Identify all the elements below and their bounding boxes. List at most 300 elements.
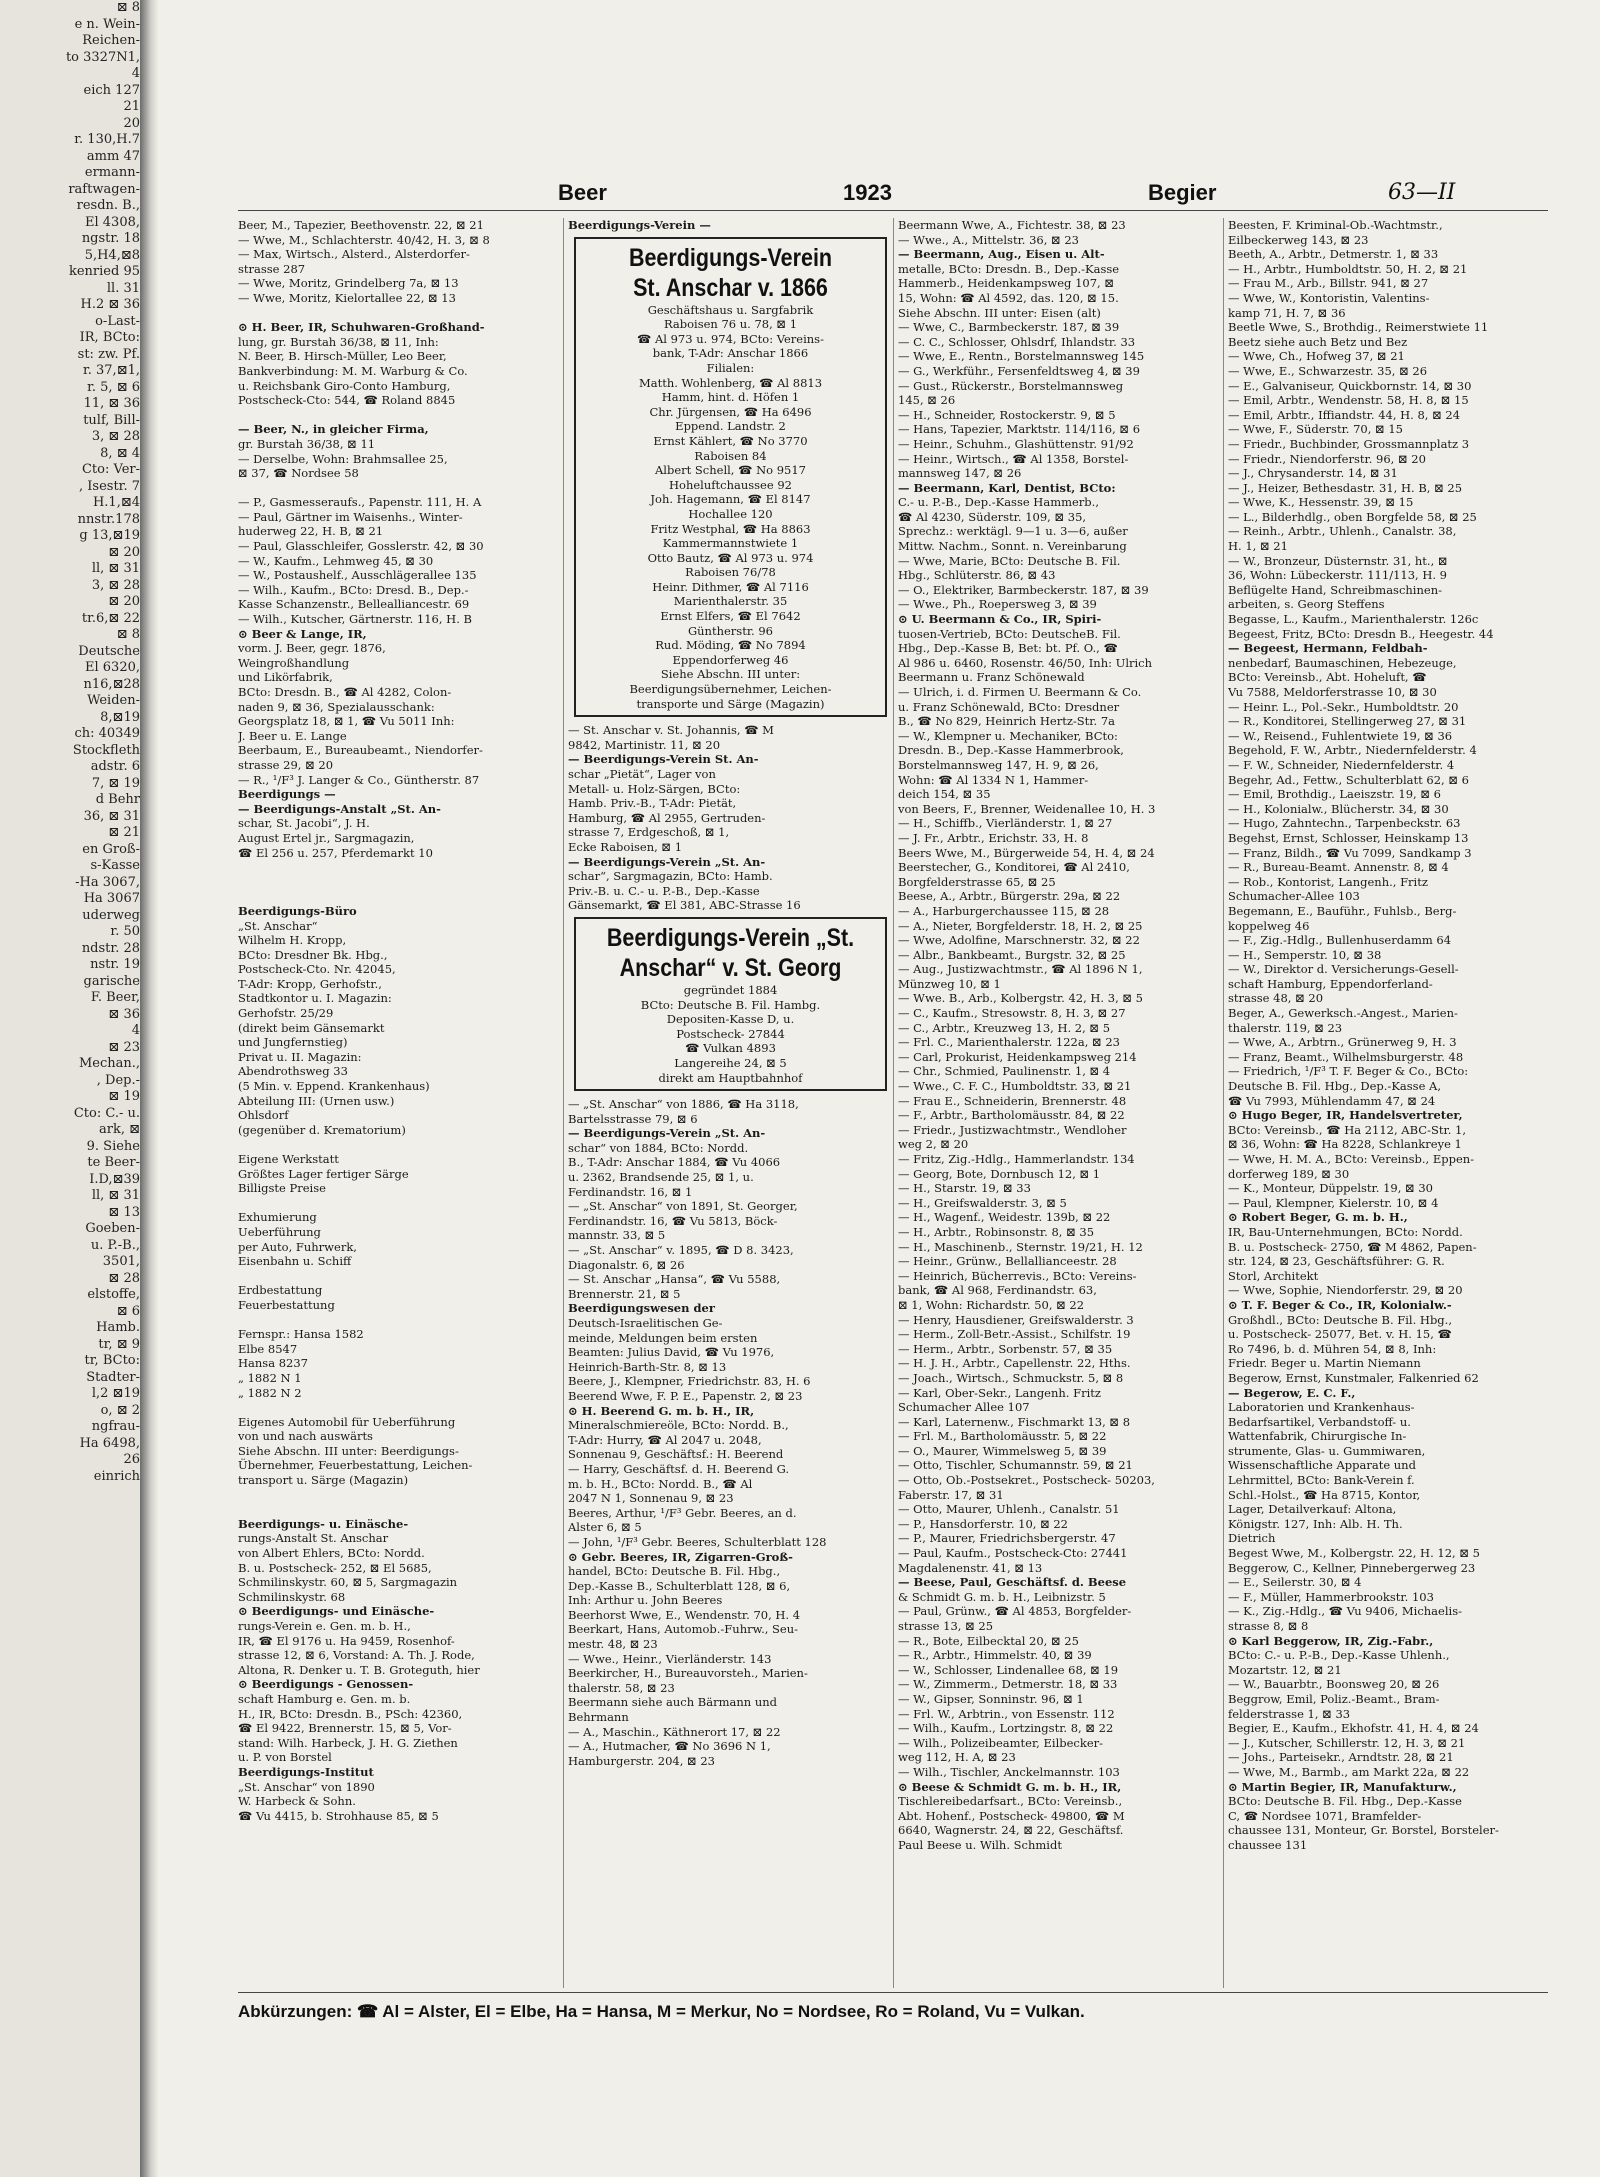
directory-line: Ferdinandstr. 16, ☎ Vu 5813, Böck-	[568, 1213, 778, 1228]
directory-line: ⊠ 21	[108, 825, 140, 840]
directory-line: Ro 7496, b. d. Mühren 54, ⊠ 8, Inh:	[1228, 1341, 1437, 1356]
header-rule	[238, 210, 1548, 211]
directory-line: nnstr.178	[77, 511, 140, 527]
directory-line: — Paul, Kaufm., Postscheck-Cto: 27441	[898, 1546, 1128, 1561]
directory-line: Abendrothsweg 33	[238, 1064, 348, 1079]
directory-line: 15, Wohn: ☎ Al 4592, das. 120, ⊠ 15.	[898, 290, 1119, 305]
directory-page	[158, 0, 1600, 2177]
directory-line: BCto: Vereinsb., Abt. Hoheluft, ☎	[1228, 670, 1427, 685]
directory-line: Langereihe 24, ⊠ 5	[674, 1055, 787, 1070]
directory-line: eich 127	[83, 82, 140, 98]
directory-line: „St. Anschar“ von 1890	[238, 1779, 375, 1794]
directory-line: Eisenbahn u. Schiff	[238, 1254, 352, 1269]
directory-line: — Wwe, E., Schwarzestr. 35, ⊠ 26	[1228, 363, 1428, 378]
directory-line: W. Harbeck & Sohn.	[238, 1794, 356, 1809]
directory-line: — R., ¹/F³ J. Langer & Co., Güntherstr. 87	[238, 772, 480, 787]
directory-line: — Heinr., Schuhm., Glashüttenstr. 91/92	[898, 436, 1134, 451]
directory-line: — O., Elektriker, Barmbeckerstr. 187, ⊠ 39	[898, 582, 1149, 597]
directory-line: „St. Anschar“	[238, 918, 318, 933]
directory-line: u. Postscheck- 25077, Bet. v. H. 15, ☎	[1228, 1327, 1452, 1342]
directory-line: Behrmann	[568, 1710, 629, 1725]
directory-line: — Wwe., Heinr., Vierländerstr. 143	[568, 1651, 772, 1666]
directory-line: — H., Schneider, Rostockerstr. 9, ⊠ 5	[898, 407, 1116, 422]
directory-line: strasse 48, ⊠ 20	[1228, 991, 1324, 1006]
directory-line: tulf, Bill-	[83, 412, 140, 428]
directory-line: Übernehmer, Feuerbestattung, Leichen-	[238, 1458, 473, 1473]
column-3	[898, 218, 1223, 1988]
directory-line: — L., Bilderhdlg., oben Borgfelde 58, ⊠ 25	[1228, 509, 1477, 524]
directory-line: 20	[123, 115, 140, 131]
page-number: 63—II	[1388, 180, 1456, 205]
directory-line: — Wilh., Kutscher, Gärtnerstr. 116, H. B	[238, 612, 472, 627]
directory-line: Al 986 u. 6460, Rosenstr. 46/50, Inh: Ulrich	[898, 655, 1153, 670]
directory-line: Kammermannstwiete 1	[662, 536, 799, 551]
directory-line: — Herm., Zoll-Betr.-Assist., Schilfstr. 19	[898, 1327, 1131, 1342]
directory-line: 4	[131, 1023, 140, 1038]
directory-line: Beetle Wwe, S., Brothdig., Reimerstwiete 11	[1228, 320, 1489, 335]
directory-line: per Auto, Fuhrwerk,	[238, 1239, 357, 1254]
directory-line: gr. Burstah 36/38, ⊠ 11	[238, 436, 376, 451]
directory-line: Lehrmittel, BCto: Bank-Verein f.	[1228, 1473, 1415, 1488]
directory-line: m. b. H., BCto: Nordd. B., ☎ Al	[568, 1476, 753, 1491]
directory-line: BCto: Dresdn. B., ☎ Al 4282, Colon-	[238, 685, 452, 699]
directory-line: Cto: Ver-	[81, 462, 140, 477]
directory-line: ☎ El 9422, Brennerstr. 15, ⊠ 5, Vor-	[238, 1721, 452, 1736]
directory-line: und Jungfernstieg)	[238, 1035, 348, 1050]
directory-line: — Paul, Grünw., ☎ Al 4853, Borgfelder-	[898, 1604, 1132, 1619]
directory-line: Mineralschmiereöle, BCto: Nordd. B.,	[568, 1418, 789, 1433]
advert-title: St. Anschar v. 1866	[633, 273, 828, 302]
directory-line: Hbg., Schlüterstr. 86, ⊠ 43	[898, 568, 1056, 583]
directory-line: -Ha 3067,	[75, 874, 140, 890]
directory-line: BCto: Vereinsb., ☎ Ha 2112, ABC-Str. 1,	[1228, 1122, 1466, 1137]
directory-line: — Wwe, Moritz, Grindelberg 7a, ⊠ 13	[238, 276, 459, 291]
directory-line: Raboisen 76/78	[685, 565, 776, 580]
directory-line: r. 130,H.7	[74, 132, 140, 147]
directory-line: 21	[123, 99, 140, 114]
directory-line: Weingroßhandlung	[238, 655, 350, 670]
directory-line: Dresdn. B., Dep.-Kasse Hammerbrook,	[898, 743, 1124, 758]
directory-line: B. u. Postscheck- 2750, ☎ M 4862, Papen-	[1228, 1239, 1477, 1254]
directory-line: — Henry, Hausdiener, Greifswalderstr. 3	[898, 1312, 1134, 1327]
directory-line: — Wwe, Sophie, Niendorferstr. 29, ⊠ 20	[1228, 1283, 1463, 1298]
directory-line: Beerhorst Wwe, E., Wendenstr. 70, H. 4	[568, 1607, 801, 1622]
directory-line: chaussee 131	[1228, 1837, 1308, 1852]
directory-line: ⊙ Beerdigungs- und Einäsche-	[238, 1604, 435, 1619]
directory-line: Beggerow, C., Kellner, Pinnebergerweg 23	[1228, 1560, 1476, 1575]
directory-line: — W., Direktor d. Versicherungs-Gesell-	[1228, 962, 1459, 977]
directory-line: e n. Wein-	[74, 16, 140, 32]
directory-line: Mechan.,	[78, 1056, 140, 1071]
directory-line: Beerstecher, G., Konditorei, ☎ Al 2410,	[898, 860, 1130, 875]
directory-line: — C. C., Schlosser, Ohlsdrf, Ihlandstr. 33	[898, 334, 1136, 349]
directory-line: Beerdigungsübernehmer, Leichen-	[629, 682, 832, 697]
directory-line: deich 154, ⊠ 35	[898, 787, 991, 802]
column-separator	[1223, 218, 1224, 1988]
directory-line: Metall- u. Holz-Särgen, BCto:	[568, 781, 741, 796]
directory-line: Storl, Architekt	[1228, 1268, 1319, 1283]
directory-line: B., T-Adr: Anschar 1884, ☎ Vu 4066	[568, 1155, 781, 1170]
directory-line: Hoheluftchaussee 92	[669, 477, 792, 492]
column-separator	[893, 218, 894, 1988]
directory-line	[238, 306, 563, 321]
directory-line: Borgfelderstrasse 65, ⊠ 25	[898, 874, 1056, 889]
page-gutter	[140, 0, 158, 2177]
directory-line: — H., Starstr. 19, ⊠ 33	[898, 1181, 1031, 1196]
directory-line: Hamm, hint. d. Höfen 1	[661, 390, 800, 405]
directory-line: Postscheck-Cto. Nr. 42045,	[238, 962, 396, 977]
directory-line: — Paul, Glasschleifer, Gosslerstr. 42, ⊠ 30	[238, 539, 484, 554]
directory-line: — H., Greifswalderstr. 3, ⊠ 5	[898, 1195, 1067, 1210]
directory-line: Inh: Arthur u. John Beeres	[568, 1593, 723, 1608]
directory-line: — F., Müller, Hammerbrookstr. 103	[1228, 1589, 1434, 1604]
directory-line: ⊙ Karl Beggerow, IR, Zig.-Fabr.,	[1228, 1633, 1434, 1648]
directory-line: stand: Wilh. Harbeck, J. H. G. Ziethen	[238, 1735, 458, 1750]
directory-line: ⊠ 8	[116, 627, 140, 642]
directory-line: ⊠ 6	[116, 1303, 140, 1319]
directory-line: — G., Werkführ., Fersenfeldtsweg 4, ⊠ 39	[898, 363, 1140, 378]
advert-st-anschar-1866	[574, 237, 887, 718]
directory-line: BCto: C.- u. P.-B., Dep.-Kasse Uhlenh.,	[1228, 1648, 1450, 1663]
directory-line: ll. 31	[106, 280, 140, 296]
directory-line: 5,H4,⊠8	[84, 247, 140, 263]
directory-line: Lager, Detailverkauf: Altona,	[1228, 1502, 1397, 1517]
directory-line: — Otto, Tischler, Schumannstr. 59, ⊠ 21	[898, 1458, 1133, 1473]
directory-line: — Wwe, F., Süderstr. 70, ⊠ 15	[1228, 422, 1403, 437]
directory-line: — W., Klempner u. Mechaniker, BCto:	[898, 728, 1118, 743]
directory-line: von Beers, F., Brenner, Weidenallee 10, H. 3	[898, 801, 1156, 816]
directory-line: — Frau E., Schneiderin, Brennerstr. 48	[898, 1093, 1127, 1108]
directory-line: Depositen-Kasse D, u.	[666, 1012, 795, 1027]
directory-line: Gänsemarkt, ☎ El 381, ABC-Strasse 16	[568, 898, 801, 913]
directory-line: — Heinr., Wirtsch., ☎ Al 1358, Borstel-	[898, 451, 1129, 466]
directory-line: Beeth, A., Arbtr., Detmerstr. 1, ⊠ 33	[1228, 247, 1439, 262]
directory-line: weg 2, ⊠ 20	[898, 1137, 969, 1152]
directory-line: Diagonalstr. 6, ⊠ 26	[568, 1257, 685, 1272]
directory-line	[238, 408, 563, 423]
directory-line: adstr. 6	[90, 759, 140, 774]
directory-line: Beerdigungs- u. Einäsche-	[238, 1516, 409, 1531]
directory-line: Hamb. Priv.-B., T-Adr: Pietät,	[568, 796, 737, 811]
directory-line: — J. Fr., Arbtr., Erichstr. 33, H. 8	[898, 830, 1089, 845]
directory-line: & Schmidt G. m. b. H., Leibnizstr. 5	[898, 1589, 1106, 1604]
directory-line: H.2 ⊠ 36	[80, 297, 140, 312]
directory-line: Eigenes Automobil für Ueberführung	[238, 1414, 456, 1429]
directory-line: — Heinr., Grünw., Bellallianceestr. 28	[898, 1254, 1117, 1269]
directory-line: Deutsch-Israelitischen Ge-	[568, 1316, 723, 1330]
directory-line: ⊠ 13	[108, 1204, 140, 1220]
directory-line: — Harry, Geschäftsf. d. H. Beerend G.	[568, 1461, 790, 1476]
directory-line: Siehe Abschn. III unter: Beerdigungs-	[238, 1443, 459, 1458]
directory-line: Privat u. II. Magazin:	[238, 1049, 362, 1064]
directory-line: Heinr. Dithmer, ☎ Al 7116	[652, 579, 809, 594]
directory-line: (gegenüber d. Krematorium)	[238, 1122, 406, 1137]
directory-line: Stockfleth	[72, 742, 140, 758]
directory-line: — Friedr., Niendorferstr. 96, ⊠ 20	[1228, 451, 1426, 466]
directory-line: Beers Wwe, M., Bürgerweide 54, H. 4, ⊠ 24	[898, 845, 1155, 860]
directory-line: ll, ⊠ 31	[91, 1188, 140, 1203]
directory-line: — Wilh., Kaufm., BCto: Dresd. B., Dep.-	[238, 582, 469, 597]
directory-line: Wohn: ☎ Al 1334 N 1, Hammer-	[898, 772, 1089, 787]
directory-line: nstr. 19	[90, 957, 140, 972]
directory-line: Reichen-	[82, 33, 140, 48]
directory-line: ⊙ Hugo Beger, IR, Handelsvertreter,	[1228, 1108, 1463, 1123]
directory-line: El 4308,	[85, 214, 140, 230]
directory-line: El 6320,	[85, 660, 140, 675]
directory-line: ☎ El 256 u. 257, Pferdemarkt 10	[238, 845, 433, 860]
directory-line: — Beermann, Karl, Dentist, BCto:	[898, 480, 1116, 495]
directory-line: — Beer, N., in gleicher Firma,	[238, 422, 429, 437]
directory-line: schar“, Sargmagazin, BCto: Hamb.	[568, 869, 773, 884]
directory-line: Otto Bautz, ☎ Al 973 u. 974	[647, 550, 814, 565]
directory-line: Begehst, Ernst, Schlosser, Heinskamp 13	[1228, 830, 1469, 845]
directory-line: s-Kasse	[90, 858, 140, 873]
directory-line: — Wwe, Marie, BCto: Deutsche B. Fil.	[898, 553, 1121, 568]
directory-line: str. 124, ⊠ 23, Geschäftsführer: G. R.	[1228, 1254, 1445, 1269]
directory-line: (direkt beim Gänsemarkt	[238, 1020, 385, 1035]
directory-line: — Wwe, H. M. A., BCto: Vereinsb., Eppen-	[1228, 1152, 1475, 1166]
directory-line: Bedarfsartikel, Verbandstoff- u.	[1228, 1414, 1411, 1429]
directory-line: Großhdl., BCto: Deutsche B. Fil. Hbg.,	[1228, 1312, 1452, 1327]
directory-line: strasse 8, ⊠ 8	[1228, 1619, 1309, 1633]
directory-line: Rud. Möding, ☎ No 7894	[655, 638, 806, 653]
directory-line: von und nach auswärts	[238, 1429, 373, 1444]
directory-line: mestr. 48, ⊠ 23	[568, 1637, 658, 1652]
directory-line: ark, ⊠	[99, 1122, 140, 1137]
directory-line: 3501,	[102, 1254, 140, 1269]
directory-line: ☎ Al 973 u. 974, BCto: Vereins-	[637, 331, 824, 346]
directory-line: — Beerdigungs-Verein St. An-	[568, 752, 759, 767]
directory-line: Vu 7588, Meldorferstrasse 10, ⊠ 30	[1228, 685, 1437, 699]
directory-line: — Wwe, M., Schlachterstr. 40/42, H. 3, ⊠ 8	[238, 232, 490, 247]
directory-line: arbeiten, s. Georg Steffens	[1228, 597, 1385, 612]
directory-line: — Beerdigungs-Verein „St. An-	[568, 1126, 766, 1141]
directory-line: Ueberführung	[238, 1224, 321, 1239]
directory-line	[238, 875, 563, 890]
directory-line: 7, ⊠ 19	[91, 775, 140, 791]
directory-line: — E., Seilerstr. 30, ⊠ 4	[1228, 1575, 1362, 1590]
directory-line: — Friedr., Justizwachtmstr., Wendloher	[898, 1122, 1127, 1137]
directory-line: — Rob., Kontorist, Langenh., Fritz	[1228, 874, 1428, 889]
column-1	[238, 218, 563, 1988]
directory-line: IR, Bau-Unternehmungen, BCto: Nordd.	[1228, 1224, 1463, 1239]
directory-line: Feuerbestattung	[238, 1297, 335, 1312]
directory-line: 11, ⊠ 36	[83, 396, 140, 411]
directory-line: „ 1882 N 2	[238, 1385, 302, 1400]
directory-line: Abt. Hohenf., Postscheck- 49800, ☎ M	[898, 1808, 1125, 1823]
directory-line: Begest Wwe, M., Kolbergstr. 22, H. 12, ⊠ 5	[1228, 1546, 1480, 1561]
directory-line: — Emil, Arbtr., Iffiandstr. 44, H. 8, ⊠ 24	[1228, 407, 1461, 422]
directory-line: tr.6,⊠ 22	[81, 610, 140, 626]
directory-line: — W., Bronzeur, Düsternstr. 31, ht., ⊠	[1228, 553, 1448, 568]
directory-line: — Beerdigungs-Anstalt „St. An-	[238, 801, 441, 816]
directory-line: n16,⊠28	[83, 676, 140, 692]
directory-line: Fritz Westphal, ☎ Ha 8863	[650, 521, 811, 536]
directory-line: Beerdigungs-Institut	[238, 1764, 374, 1779]
directory-line: BCto: Deutsche B. Fil. Hbg., Dep.-Kasse	[1228, 1794, 1462, 1809]
directory-line: uderweg	[82, 907, 140, 923]
directory-line: — E., Galvaniseur, Quickbornstr. 14, ⊠ 30	[1228, 378, 1472, 393]
directory-line: Beermann u. Franz Schönewald	[898, 670, 1085, 685]
directory-line: schar, St. Jacobi“, J. H.	[238, 816, 370, 831]
directory-line: Billigste Preise	[238, 1181, 326, 1196]
directory-line: — „St. Anschar“ von 1886, ☎ Ha 3118,	[568, 1097, 799, 1112]
directory-line: Eilbeckerweg 143, ⊠ 23	[1228, 232, 1369, 247]
directory-line: Beamten: Julius David, ☎ Vu 1976,	[568, 1345, 775, 1360]
directory-line: ⊙ Beese & Schmidt G. m. b. H., IR,	[898, 1779, 1122, 1794]
directory-line: Heinrich-Barth-Str. 8, ⊠ 13	[568, 1359, 727, 1374]
directory-line: strasse 287	[238, 261, 306, 276]
directory-line: 9. Siehe	[86, 1138, 140, 1154]
directory-line: — Begeest, Hermann, Feldbah-	[1228, 641, 1428, 656]
directory-line: T-Adr: Kropp, Gerhofstr.,	[238, 976, 382, 991]
directory-line: H.1,⊠4	[92, 495, 140, 510]
directory-line: — W., Reisend., Fuhlentwiete 19, ⊠ 36	[1228, 728, 1453, 743]
directory-line: — Emil, Brothdig., Laeiszstr. 19, ⊠ 6	[1228, 787, 1441, 802]
column-separator	[563, 218, 564, 1988]
directory-line: Beflügelte Hand, Schreibmaschinen-	[1228, 582, 1442, 597]
directory-line: — Franz, Bildh., ☎ Vu 7099, Sandkamp 3	[1228, 845, 1472, 860]
directory-line: Friedr. Beger u. Martin Niemann	[1228, 1356, 1421, 1371]
directory-line: felderstrasse 1, ⊠ 33	[1228, 1706, 1351, 1721]
directory-line: ngstr. 18	[81, 231, 140, 246]
directory-line: — Fritz, Zig.-Hdlg., Hammerlandstr. 134	[898, 1152, 1135, 1166]
directory-line: Magdalenenstr. 41, ⊠ 13	[898, 1560, 1043, 1575]
directory-line: garische	[83, 973, 140, 989]
directory-line: u. Reichsbank Giro-Conto Hamburg,	[238, 378, 451, 393]
directory-line: 9842, Martinistr. 11, ⊠ 20	[568, 737, 721, 752]
directory-line: ⊠ 1, Wohn: Richardstr. 50, ⊠ 22	[898, 1297, 1085, 1312]
directory-line: Schumacher Allee 107	[898, 1400, 1030, 1415]
directory-line: — W., Schlosser, Lindenallee 68, ⊠ 19	[898, 1662, 1119, 1677]
directory-line: Hamburg, ☎ Al 2955, Gertruden-	[568, 810, 766, 825]
directory-line: Hammerb., Heidenkampsweg 107, ⊠	[898, 276, 1114, 291]
previous-page-strip	[0, 0, 148, 2177]
directory-line: — Wwe. B., Arb., Kolbergstr. 42, H. 3, ⊠ 5	[898, 991, 1143, 1006]
directory-line: — Herm., Arbtr., Sorbenstr. 57, ⊠ 35	[898, 1341, 1113, 1356]
directory-line: ⊙ T. F. Beger & Co., IR, Kolonialw.-	[1228, 1297, 1452, 1312]
directory-line: — Wwe., A., Mittelstr. 36, ⊠ 23	[898, 232, 1079, 247]
directory-line: — F. W., Schneider, Niedernfelderstr. 4	[1228, 757, 1455, 772]
directory-line: te Beer-	[87, 1155, 140, 1170]
directory-line: Begemann, E., Bauführ., Fuhlsb., Berg-	[1228, 903, 1457, 918]
directory-line: Joh. Hagemann, ☎ El 8147	[650, 492, 811, 507]
directory-line: 8, ⊠ 4	[100, 445, 140, 461]
directory-line: — Otto, Maurer, Uhlenh., Canalstr. 51	[898, 1502, 1120, 1517]
directory-line: Beermann Wwe, A., Fichtestr. 38, ⊠ 23	[898, 218, 1126, 232]
directory-line: Bartelsstrasse 79, ⊠ 6	[568, 1111, 698, 1126]
directory-line: einrich	[93, 1468, 140, 1484]
directory-line: — Paul, Klempner, Kielerstr. 10, ⊠ 4	[1228, 1195, 1439, 1210]
directory-line: ndstr. 28	[81, 940, 140, 956]
directory-line: Erdbestattung	[238, 1283, 323, 1298]
directory-line: — Georg, Bote, Dornbusch 12, ⊠ 1	[898, 1166, 1101, 1181]
directory-line: u. P.-B.,	[90, 1237, 140, 1253]
directory-line: August Ertel jr., Sargmagazin,	[238, 830, 415, 845]
directory-line: — Wwe, Moritz, Kielortallee 22, ⊠ 13	[238, 290, 456, 305]
directory-line: IR, ☎ El 9176 u. Ha 9459, Rosenhof-	[238, 1633, 455, 1648]
directory-line: F. Beer,	[90, 990, 140, 1005]
directory-line: T-Adr: Hurry, ☎ Al 2047 u. 2048,	[568, 1432, 762, 1447]
page-header	[158, 180, 1600, 210]
directory-line: ⊙ H. Beerend G. m. b. H., IR,	[568, 1403, 755, 1418]
directory-line: — Beerdigungs-Verein „St. An-	[568, 854, 766, 869]
directory-line: Wilhelm H. Kropp,	[238, 933, 347, 948]
directory-line: — „St. Anschar“ v. 1895, ☎ D 8. 3423,	[568, 1243, 794, 1258]
directory-line: tuosen-Vertrieb, BCto: DeutscheB. Fil.	[898, 626, 1121, 641]
directory-line: — W., Kaufm., Lehmweg 45, ⊠ 30	[238, 553, 434, 568]
directory-line: — Karl, Laternenw., Fischmarkt 13, ⊠ 8	[898, 1414, 1131, 1429]
directory-line: r. 5, ⊠ 6	[87, 379, 140, 395]
directory-line: rungs-Anstalt St. Anschar	[238, 1531, 389, 1546]
directory-line: Schmilinskystr. 68	[238, 1589, 346, 1604]
directory-line: — W., Bauarbtr., Boonsweg 20, ⊠ 26	[1228, 1677, 1440, 1692]
directory-line: strasse 7, Erdgeschoß, ⊠ 1,	[568, 825, 730, 840]
directory-line: und Likörfabrik,	[238, 670, 333, 685]
directory-line: rungs-Verein e. Gen. m. b. H.,	[238, 1619, 411, 1633]
directory-line: Gerhofstr. 25/29	[238, 1006, 334, 1021]
directory-line: BCto: Deutsche B. Fil. Hambg.	[640, 997, 821, 1012]
directory-line: o, ⊠ 2	[100, 1402, 140, 1418]
directory-line: — Frl. M., Bartholomäusstr. 5, ⊠ 22	[898, 1429, 1107, 1444]
directory-line: 8,⊠19	[100, 709, 140, 725]
directory-line: ⊙ Martin Begier, IR, Manufakturw.,	[1228, 1779, 1457, 1794]
directory-line: Begehold, F. W., Arbtr., Niedernfelderstr. 4	[1228, 743, 1477, 758]
directory-line	[238, 1137, 563, 1152]
directory-line: , Isestr. 7	[79, 478, 140, 494]
directory-line: , Dep.-	[96, 1072, 140, 1088]
directory-line: Alster 6, ⊠ 5	[568, 1520, 642, 1535]
directory-line: 3, ⊠ 28	[91, 429, 140, 444]
directory-line: ⊙ H. Beer, IR, Schuhwaren-Großhand-	[238, 320, 485, 335]
directory-line: Dep.-Kasse B., Schulterblatt 128, ⊠ 6,	[568, 1578, 791, 1593]
directory-line: Borstelmannsweg 147, H. 9, ⊠ 26,	[898, 757, 1099, 772]
directory-line: — F., Arbtr., Bartholomäusstr. 84, ⊠ 22	[898, 1108, 1125, 1123]
directory-line: — Johs., Parteisekr., Arndtstr. 28, ⊠ 21	[1228, 1750, 1454, 1765]
footer-rule	[238, 1992, 1548, 1993]
directory-line: Raboisen 84	[694, 448, 767, 463]
directory-line: Priv.-B. u. C.- u. P.-B., Dep.-Kasse	[568, 883, 760, 898]
directory-line: — R., Arbtr., Himmelstr. 40, ⊠ 39	[898, 1648, 1092, 1663]
directory-line: 6640, Wagnerstr. 24, ⊠ 22, Geschäftsf.	[898, 1823, 1124, 1838]
directory-line: huderweg 22, H. B, ⊠ 21	[238, 524, 384, 539]
directory-line: Ha 6498,	[79, 1435, 140, 1451]
directory-line: Beese, A., Arbtr., Bürgerstr. 29a, ⊠ 22	[898, 889, 1121, 904]
directory-line: ☎ Vu 4415, b. Strohhause 85, ⊠ 5	[238, 1808, 439, 1823]
directory-line: 2047 N 1, Sonnenau 9, ⊠ 23	[568, 1491, 734, 1506]
directory-line: u. 2362, Brandsende 25, ⊠ 1, u.	[568, 1170, 754, 1185]
directory-line: — Gust., Rückerstr., Borstelmannsweg	[898, 378, 1124, 393]
directory-line: Eigene Werkstatt	[238, 1152, 339, 1166]
directory-line	[238, 1196, 563, 1211]
directory-line: von Albert Ehlers, BCto: Nordd.	[238, 1546, 425, 1561]
directory-line: 3, ⊠ 28	[91, 577, 140, 593]
directory-line: 26	[123, 1452, 140, 1467]
directory-line: — F., Zig.-Hdlg., Bullenhuserdamm 64	[1228, 933, 1452, 948]
directory-line: — W., Zimmerm., Detmerstr. 18, ⊠ 33	[898, 1677, 1118, 1692]
directory-line: ermann-	[84, 165, 140, 180]
directory-line: Hochallee 120	[688, 506, 773, 521]
directory-line: — R., Bureau-Beamt. Annenstr. 8, ⊠ 4	[1228, 860, 1449, 875]
directory-line: — Wwe, W., Kontoristin, Valentins-	[1228, 290, 1430, 305]
directory-line: Beerdigungs —	[238, 787, 336, 802]
directory-line: J. Beer u. E. Lange	[238, 728, 347, 743]
directory-line: Wattenfabrik, Chirurgische In-	[1228, 1429, 1407, 1444]
column-head: Beerdigungs-Verein —	[568, 218, 711, 232]
directory-line: Tischlereibedarfsart., BCto: Vereinsb.,	[898, 1794, 1123, 1809]
directory-line: Güntherstr. 96	[687, 623, 774, 638]
directory-line: Beggrow, Emil, Poliz.-Beamt., Bram-	[1228, 1691, 1440, 1706]
